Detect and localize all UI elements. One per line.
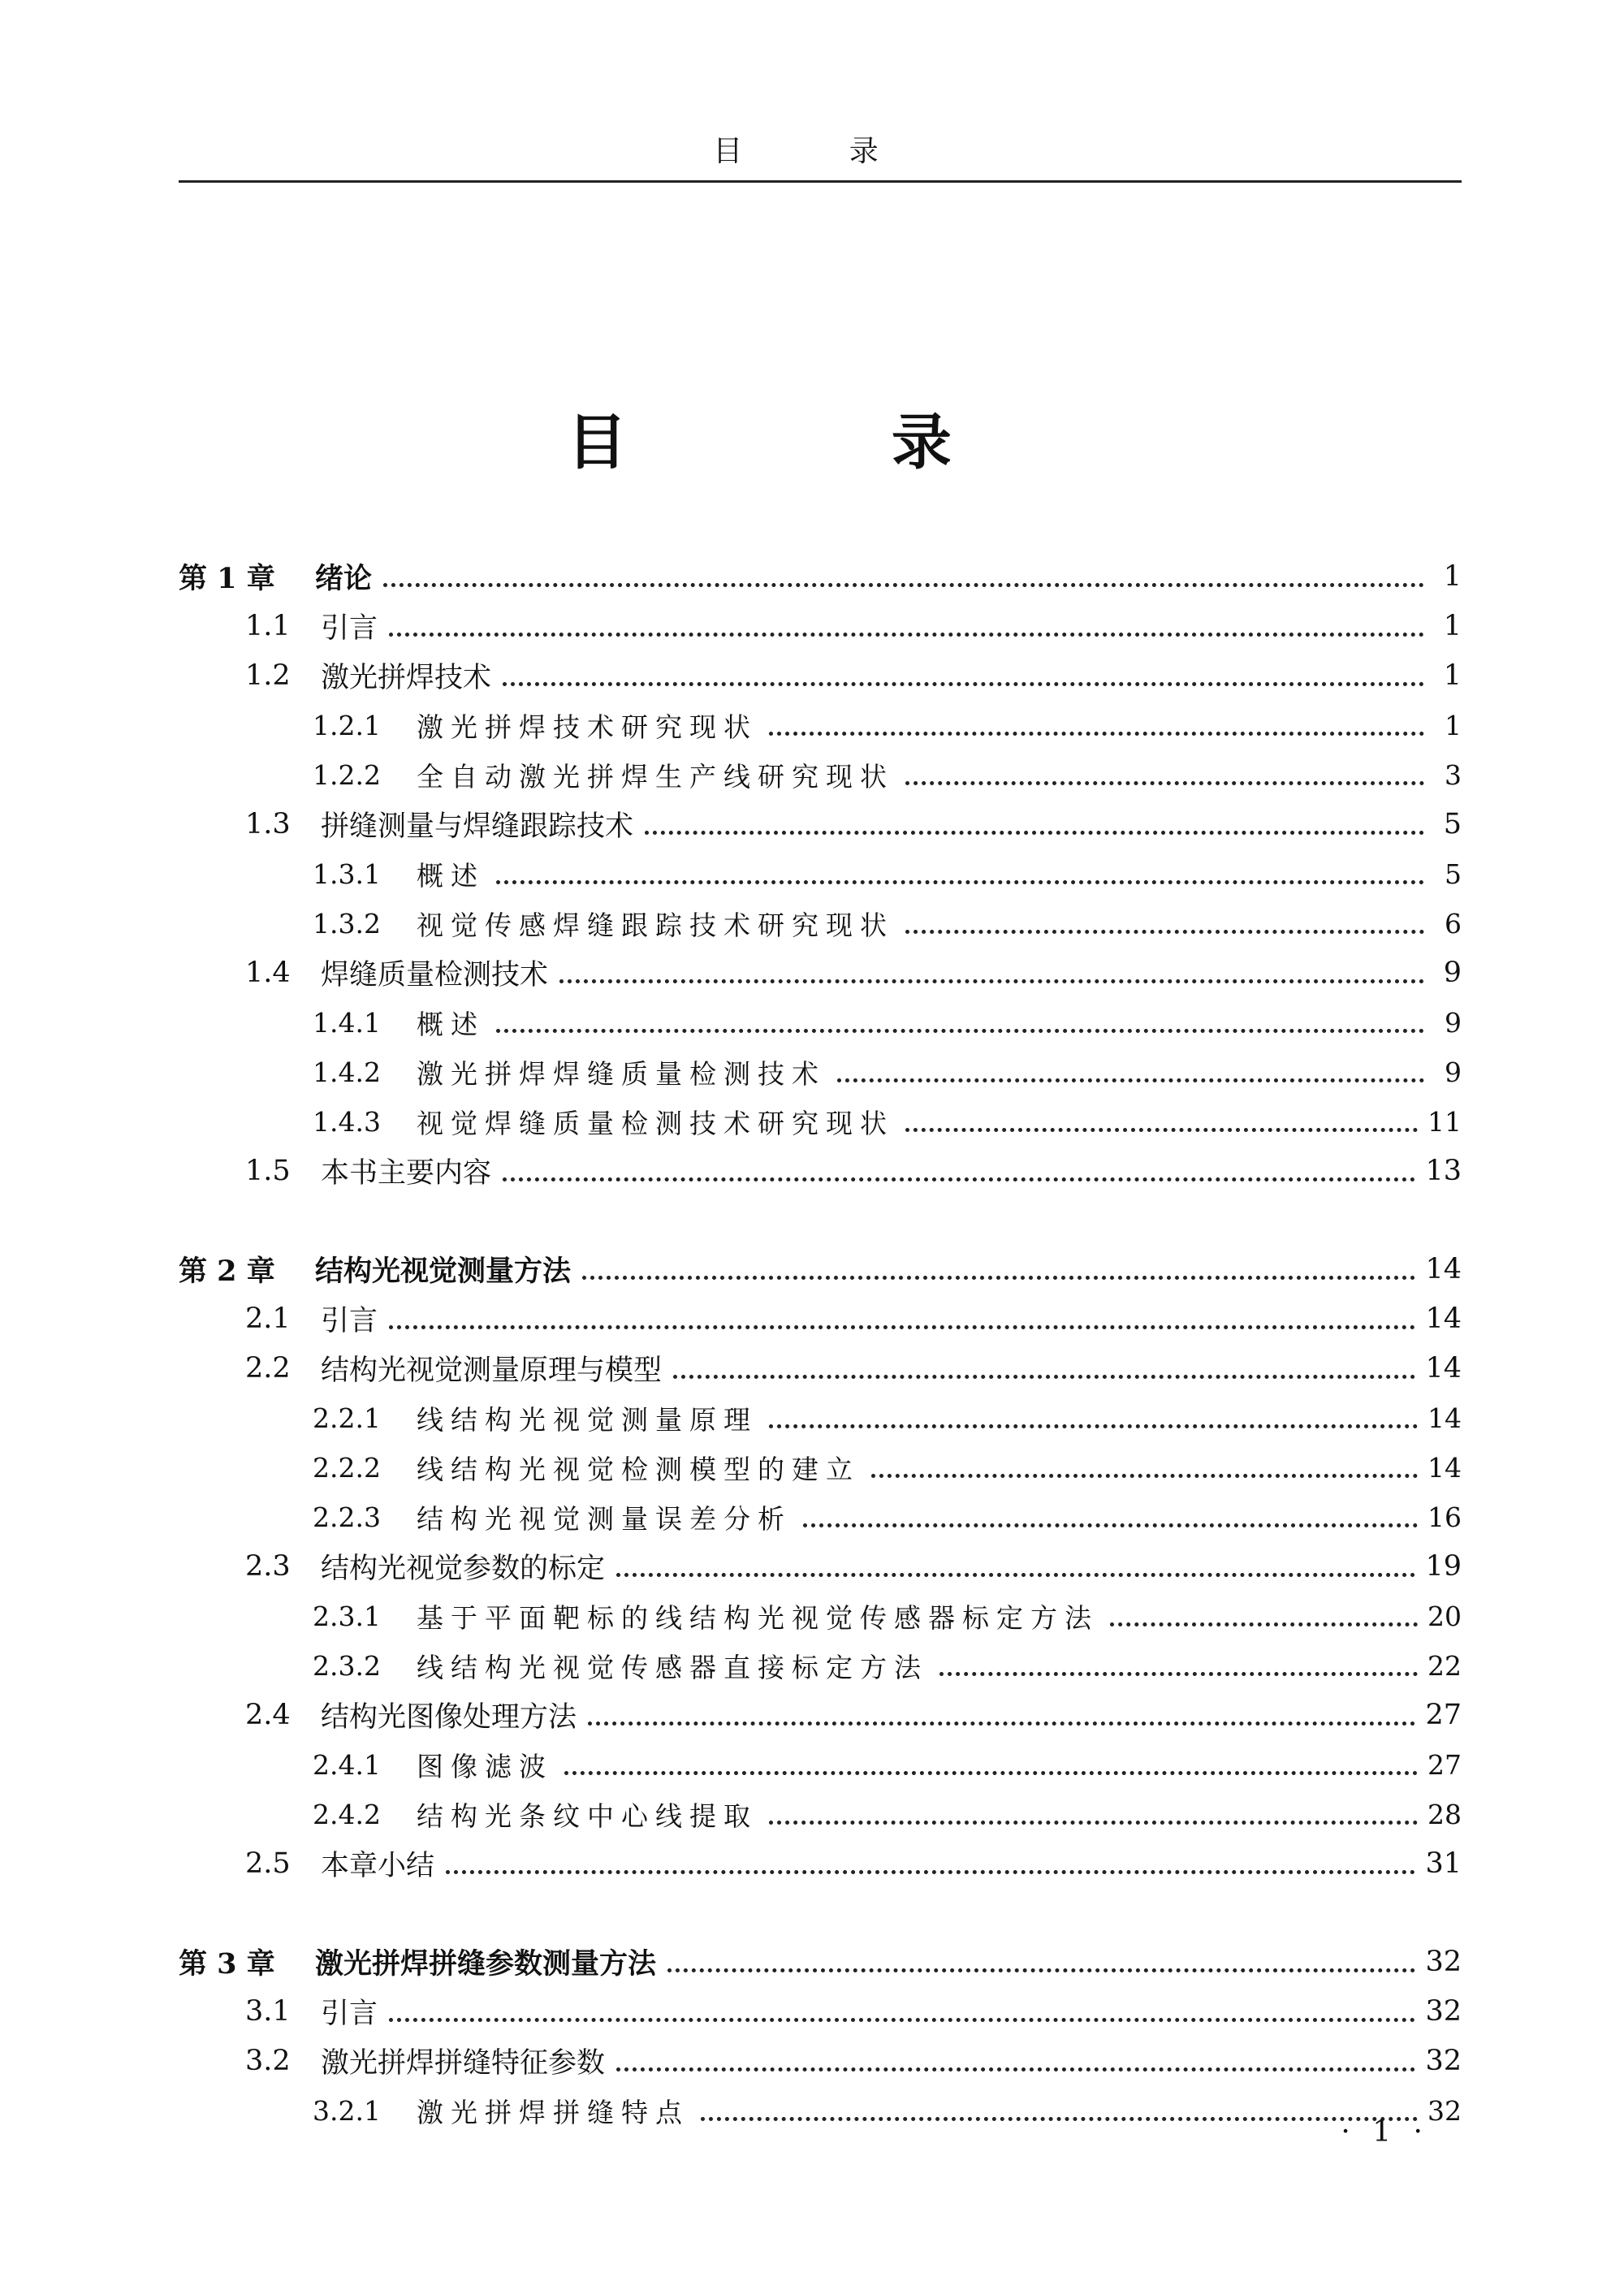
toc-entry-number: 1.3	[245, 808, 291, 840]
toc-entry-title: 线结构光视觉传感器直接标定方法	[417, 1651, 928, 1683]
toc-entry-number: 1.4.1	[313, 1006, 381, 1039]
toc-entry-number: 2.3.1	[313, 1600, 381, 1632]
toc-entry-page: 9	[1443, 957, 1462, 989]
toc-entry-number: 第 3 章	[179, 1947, 275, 1981]
toc-entry-number: 2.2	[245, 1352, 291, 1385]
toc-entry	[179, 948, 1462, 997]
toc-entry-title: 拼缝测量与焊缝跟踪技术	[321, 810, 634, 843]
toc-dot-leader	[871, 1474, 1418, 1478]
page-number: · 1 ·	[1341, 2115, 1429, 2149]
toc-entry-number: 2.4.1	[313, 1748, 381, 1781]
toc-entry-page: 31	[1425, 1847, 1462, 1880]
toc-entry-page: 9	[1445, 1056, 1462, 1088]
toc-entry-page: 1	[1445, 709, 1462, 741]
toc-entry-title: 视觉传感焊缝跟踪技术研究现状	[417, 909, 894, 941]
toc-entry-title: 结构光图像处理方法	[321, 1701, 577, 1734]
toc-dot-leader	[389, 1325, 1415, 1329]
toc-dot-leader	[645, 831, 1424, 835]
toc-entry-title: 绪论	[315, 562, 373, 595]
toc-entry-number: 1.4	[245, 957, 291, 989]
running-header: 目 录	[713, 135, 927, 168]
toc-entry	[179, 1691, 1462, 1739]
toc-entry-page: 14	[1425, 1352, 1462, 1385]
toc-entry-number: 2.4	[245, 1699, 291, 1731]
toc-entry	[179, 750, 1462, 799]
toc-entry-page: 14	[1425, 1303, 1462, 1335]
toc-entry-page: 14	[1425, 1253, 1462, 1285]
toc-entry	[179, 2037, 1462, 2085]
toc-entry	[179, 1542, 1462, 1591]
toc-entry-page: 20	[1427, 1600, 1462, 1632]
toc-entry-title: 激光拼焊拼缝特征参数	[321, 2047, 606, 2080]
toc-entry-page: 22	[1427, 1649, 1462, 1682]
toc-entry	[179, 998, 1462, 1047]
toc-entry-title: 线结构光视觉检测模型的建立	[417, 1453, 860, 1485]
toc-dot-leader	[383, 583, 1424, 587]
toc-entry	[179, 1987, 1462, 2036]
toc-dot-leader	[616, 2067, 1415, 2071]
toc-dot-leader	[503, 682, 1424, 686]
toc-entry-page: 1	[1443, 659, 1462, 692]
toc-entry-title: 引言	[321, 1305, 378, 1337]
toc-dot-leader	[701, 2117, 1418, 2121]
toc-entry-title: 引言	[321, 1998, 378, 2030]
toc-entry-number: 1.4.2	[313, 1056, 381, 1088]
toc-entry-title: 激光拼焊焊缝质量检测技术	[417, 1057, 826, 1090]
toc-entry-page: 1	[1443, 560, 1462, 593]
toc-entry-title: 激光拼焊拼缝特点	[417, 2096, 689, 2128]
toc-entry	[179, 1048, 1462, 1096]
toc-entry-page: 28	[1427, 1798, 1462, 1830]
toc-dot-leader	[673, 1375, 1415, 1379]
toc-entry-page: 32	[1425, 2045, 1462, 2077]
toc-dot-leader	[769, 732, 1424, 736]
toc-entry-number: 第 1 章	[179, 562, 275, 595]
toc-dot-leader	[769, 1424, 1418, 1428]
toc-entry-page: 32	[1425, 1946, 1462, 1978]
toc-entry-page: 6	[1445, 907, 1462, 940]
toc-entry	[179, 1097, 1462, 1146]
toc-chapter-entry	[179, 1938, 1462, 1986]
toc-dot-leader	[389, 2018, 1415, 2022]
toc-entry-number: 2.5	[245, 1847, 291, 1880]
toc-entry-title: 本章小结	[321, 1850, 435, 1882]
toc-entry-title: 概述	[417, 1008, 485, 1040]
toc-entry-number: 1.2.2	[313, 758, 381, 791]
toc-entry-number: 2.4.2	[313, 1798, 381, 1830]
toc-dot-leader	[905, 1128, 1418, 1132]
toc-entry	[179, 602, 1462, 650]
toc-entry-number: 2.2.3	[313, 1501, 381, 1533]
toc-entry	[179, 651, 1462, 700]
toc-entry-page: 5	[1443, 808, 1462, 840]
toc-dot-leader	[389, 633, 1424, 637]
toc-dot-leader	[582, 1276, 1415, 1280]
toc-entry-number: 1.2	[245, 659, 291, 692]
toc-entry-number: 3.1	[245, 1995, 291, 2028]
toc-entry	[179, 701, 1462, 750]
toc-entry-number: 2.2.2	[313, 1451, 381, 1484]
toc-entry-title: 图像滤波	[417, 1750, 553, 1782]
toc-entry-number: 2.3.2	[313, 1649, 381, 1682]
toc-entry	[179, 1740, 1462, 1789]
toc-entry-title: 结构光视觉测量方法	[315, 1255, 572, 1288]
toc-entry-title: 结构光视觉测量误差分析	[417, 1502, 792, 1535]
toc-entry-page: 5	[1445, 858, 1462, 890]
toc-entry-title: 结构光视觉参数的标定	[321, 1553, 606, 1585]
toc-entry	[179, 1592, 1462, 1640]
toc-entry-page: 11	[1427, 1105, 1462, 1138]
toc-entry-page: 9	[1445, 1006, 1462, 1039]
toc-entry-title: 本书主要内容	[321, 1157, 492, 1190]
toc-dot-leader	[616, 1573, 1415, 1577]
toc-entry-number: 1.5	[245, 1155, 291, 1187]
toc-entry	[179, 800, 1462, 849]
toc-entry-title: 概述	[417, 859, 485, 892]
toc-dot-leader	[905, 781, 1424, 785]
toc-dot-leader	[564, 1771, 1418, 1775]
toc-entry-title: 全自动激光拼焊生产线研究现状	[417, 760, 894, 793]
toc-entry	[179, 849, 1462, 898]
toc-entry	[179, 1443, 1462, 1492]
toc-entry-page: 16	[1427, 1501, 1462, 1533]
toc-entry	[179, 1344, 1462, 1393]
toc-dot-leader	[939, 1672, 1418, 1676]
toc-entry-page: 27	[1425, 1699, 1462, 1731]
toc-entry-title: 线结构光视觉测量原理	[417, 1403, 758, 1436]
toc-entry-title: 激光拼焊技术研究现状	[417, 711, 758, 743]
toc-entry-number: 1.1	[245, 610, 291, 642]
toc-entry-number: 2.3	[245, 1550, 291, 1583]
toc-entry-number: 1.4.3	[313, 1105, 381, 1138]
toc-entry-number: 1.3.1	[313, 858, 381, 890]
toc-entry-page: 13	[1425, 1155, 1462, 1187]
toc-entry	[179, 899, 1462, 948]
toc-entry	[179, 1393, 1462, 1442]
toc-dot-leader	[588, 1722, 1415, 1726]
toc-entry	[179, 1147, 1462, 1195]
header-rule	[179, 180, 1462, 183]
toc-title: 目 录	[567, 408, 1073, 477]
toc-entry-number: 第 2 章	[179, 1255, 275, 1288]
toc-entry-title: 激光拼焊拼缝参数测量方法	[315, 1947, 657, 1981]
toc-entry-number: 3.2	[245, 2045, 291, 2077]
toc-entry-title: 引言	[321, 612, 378, 645]
toc-dot-leader	[803, 1523, 1418, 1527]
toc-entry-page: 14	[1427, 1451, 1462, 1484]
toc-entry-title: 结构光条纹中心线提取	[417, 1799, 758, 1832]
toc-entry	[179, 1493, 1462, 1541]
toc-dot-leader	[667, 1968, 1415, 1972]
toc-entry-page: 3	[1445, 758, 1462, 791]
toc-dot-leader	[837, 1078, 1424, 1082]
toc-entry-title: 基于平面靶标的线结构光视觉传感器标定方法	[417, 1601, 1099, 1634]
toc-entry-number: 2.2.1	[313, 1402, 381, 1434]
toc-entry-page: 19	[1425, 1550, 1462, 1583]
toc-entry	[179, 1294, 1462, 1343]
toc-entry-page: 14	[1427, 1402, 1462, 1434]
toc-dot-leader	[769, 1821, 1418, 1825]
toc-entry-title: 结构光视觉测量原理与模型	[321, 1354, 663, 1387]
toc-entry-number: 2.1	[245, 1303, 291, 1335]
toc-entry-number: 1.2.1	[313, 709, 381, 741]
toc-entry-page: 32	[1427, 2094, 1462, 2127]
toc-entry-page: 27	[1427, 1748, 1462, 1781]
toc-chapter-entry	[179, 552, 1462, 601]
toc-dot-leader	[503, 1177, 1415, 1182]
toc-entry	[179, 2086, 1462, 2135]
toc-entry-title: 焊缝质量检测技术	[321, 959, 549, 991]
toc-entry	[179, 1790, 1462, 1838]
toc-dot-leader	[496, 880, 1424, 884]
toc-entry	[179, 1839, 1462, 1888]
toc-entry-title: 视觉焊缝质量检测技术研究现状	[417, 1107, 894, 1139]
toc-chapter-entry	[179, 1245, 1462, 1294]
toc-entry-page: 1	[1443, 610, 1462, 642]
toc-dot-leader	[446, 1870, 1415, 1874]
toc-entry	[179, 1641, 1462, 1690]
toc-entry-title: 激光拼焊技术	[321, 662, 492, 694]
toc-entry-page: 32	[1425, 1995, 1462, 2028]
toc-entry-number: 3.2.1	[313, 2094, 381, 2127]
toc-dot-leader	[496, 1029, 1424, 1033]
toc-dot-leader	[1110, 1622, 1418, 1627]
toc-entry-number: 1.3.2	[313, 907, 381, 940]
toc-dot-leader	[905, 930, 1424, 934]
toc-dot-leader	[559, 979, 1424, 983]
